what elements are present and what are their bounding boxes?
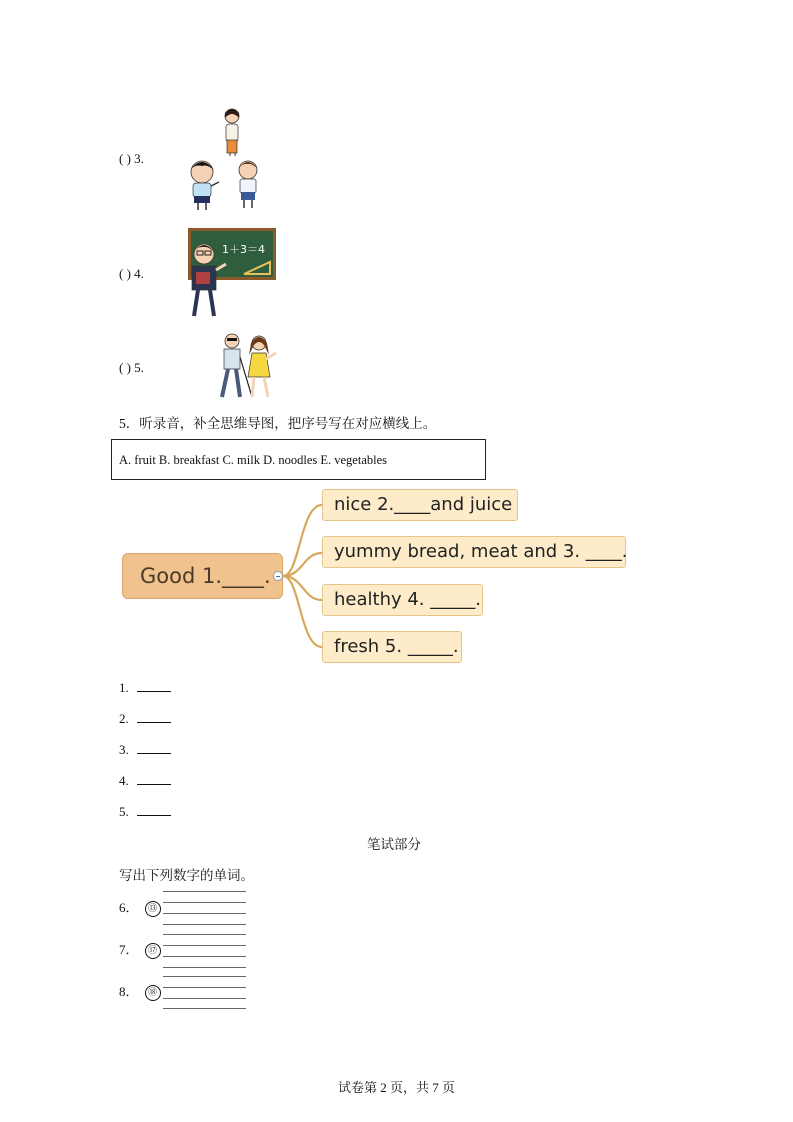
collapse-toggle-icon[interactable] bbox=[273, 571, 283, 581]
writing-line[interactable] bbox=[163, 913, 246, 914]
answer-blank[interactable] bbox=[137, 710, 171, 723]
writing-line[interactable] bbox=[163, 976, 246, 977]
question-number: 5. bbox=[134, 360, 144, 375]
writing-line[interactable] bbox=[163, 924, 246, 925]
answer-bracket[interactable]: ( ) bbox=[119, 151, 131, 166]
mindmap-branch-node: yummy bread, meat and 3. ____. bbox=[322, 536, 626, 568]
mindmap-branch-node: fresh 5. _____. bbox=[322, 631, 462, 663]
answer-bracket[interactable]: ( ) bbox=[119, 360, 131, 375]
question-number: 3. bbox=[134, 151, 144, 166]
answer-blank[interactable] bbox=[137, 803, 171, 816]
writing-line[interactable] bbox=[163, 987, 246, 988]
writing-line[interactable] bbox=[163, 945, 246, 946]
writing-line[interactable] bbox=[163, 967, 246, 968]
writing-line[interactable] bbox=[163, 891, 246, 892]
question-number: 4. bbox=[134, 266, 144, 281]
question-7-label: 7． ⑰ bbox=[119, 942, 161, 959]
blackboard-equation: 1＋3＝4 bbox=[222, 243, 265, 256]
section-5-instruction: 5．听录音，补全思维导图，把序号写在对应横线上。 bbox=[119, 416, 437, 431]
answer-row: 4. bbox=[119, 772, 171, 789]
answer-blank[interactable] bbox=[137, 772, 171, 785]
writing-line[interactable] bbox=[163, 902, 246, 903]
answer-blank[interactable] bbox=[137, 679, 171, 692]
writing-line[interactable] bbox=[163, 1008, 246, 1009]
mindmap-root-node: Good 1.____. bbox=[122, 553, 283, 599]
answer-bracket[interactable]: ( ) bbox=[119, 266, 131, 281]
answer-row: 1. bbox=[119, 679, 171, 696]
writing-line[interactable] bbox=[163, 956, 246, 957]
options-box: A. fruit B. breakfast C. milk D. noodles E. vegetables bbox=[111, 439, 486, 480]
circled-number: ⑱ bbox=[145, 985, 161, 1001]
question-6-label: 6． ⑬ bbox=[119, 900, 161, 917]
answer-row: 5. bbox=[119, 803, 171, 820]
written-section-heading: 笔试部分 bbox=[367, 837, 421, 852]
page-footer: 试卷第 2 页，共 7 页 bbox=[337, 1080, 455, 1095]
question-8-label: 8． ⑱ bbox=[119, 984, 161, 1001]
circled-number: ⑰ bbox=[145, 943, 161, 959]
answer-row: 2. bbox=[119, 710, 171, 727]
answer-row: 3. bbox=[119, 741, 171, 758]
mindmap-branch-node: healthy 4. _____. bbox=[322, 584, 483, 616]
writing-line[interactable] bbox=[163, 934, 246, 935]
mindmap-branch-node: nice 2.____and juice bbox=[322, 489, 518, 521]
written-instruction: 写出下列数字的单词。 bbox=[119, 868, 254, 883]
writing-line[interactable] bbox=[163, 998, 246, 999]
answer-blank[interactable] bbox=[137, 741, 171, 754]
circled-number: ⑬ bbox=[145, 901, 161, 917]
